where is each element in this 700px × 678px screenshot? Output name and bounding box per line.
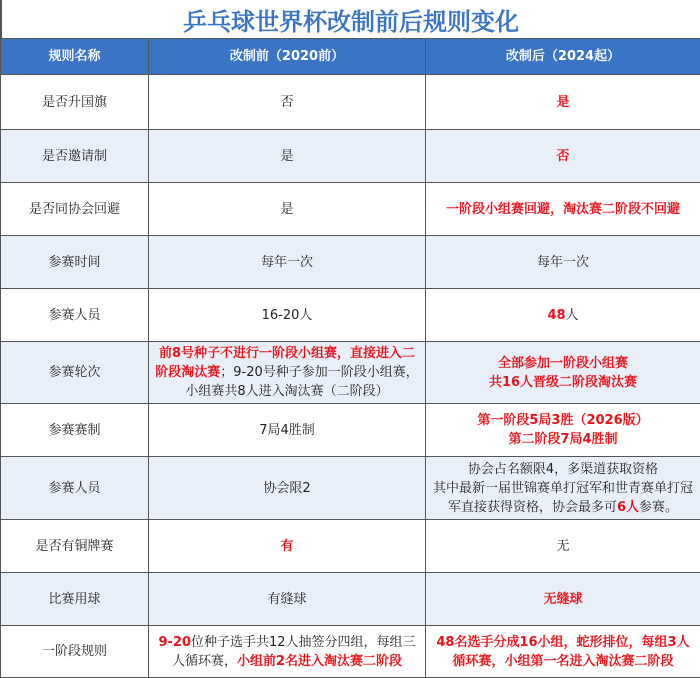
highlight-text: 小组前2名进入淘汰赛二阶段	[237, 654, 402, 669]
highlight-text: 一阶段小组赛回避，淘汰赛二阶段不回避	[446, 202, 680, 217]
rule-name-cell: 是否有铜牌赛	[1, 520, 149, 573]
cell-text: 有缝球	[267, 592, 306, 607]
after-cell	[426, 520, 700, 573]
rule-name-cell: 参赛赛制	[1, 404, 149, 457]
rules-table	[0, 38, 700, 678]
before-cell	[149, 130, 426, 183]
rule-name-cell: 参赛人员	[1, 289, 149, 342]
table-row	[1, 342, 700, 404]
highlight-text: 第二阶段7局4胜制	[508, 432, 617, 447]
cell-text: ；9-20号种子参加一阶段小组赛，小组赛共8人进入淘汰赛（二阶段）	[185, 365, 418, 399]
header-rule-name: 规则名称	[1, 39, 149, 75]
after-cell	[426, 626, 700, 678]
cell-text: 无	[556, 539, 569, 554]
highlight-text: 第一阶段5局3胜（2026版）	[477, 413, 648, 428]
page-title: 乒乓球世界杯改制前后规则变化	[0, 0, 700, 38]
before-cell	[149, 183, 426, 236]
table-row	[1, 404, 700, 457]
rule-name-cell: 是否升国旗	[1, 75, 149, 130]
cell-text: 位种子选手共12人抽签分四组，每组三人循环赛，	[172, 635, 416, 669]
before-cell	[149, 404, 426, 457]
rule-name-cell: 参赛人员	[1, 457, 149, 520]
cell-text: 人	[566, 308, 579, 323]
table-row	[1, 457, 700, 520]
highlight-text: 48名选手分成16小组，蛇形排位，每组3人循环赛，小组第一名进入淘汰赛二阶段	[436, 635, 689, 669]
after-cell	[426, 183, 700, 236]
table-row	[1, 183, 700, 236]
cell-text: 16-20人	[262, 308, 313, 323]
cell-text: 否	[280, 95, 293, 110]
before-cell	[149, 573, 426, 626]
before-cell	[149, 626, 426, 678]
highlight-text: 无缝球	[543, 592, 582, 607]
after-cell	[426, 236, 700, 289]
after-cell	[426, 342, 700, 404]
cell-text: 每年一次	[537, 255, 589, 270]
table-row	[1, 626, 700, 678]
before-cell	[149, 342, 426, 404]
highlight-text: 有	[280, 539, 293, 554]
table-row	[1, 75, 700, 130]
highlight-text: 48	[547, 308, 565, 323]
header-before: 改制前（2020前）	[149, 39, 426, 75]
table-row	[1, 289, 700, 342]
rule-name-cell: 是否邀请制	[1, 130, 149, 183]
cell-text: 每年一次	[261, 255, 313, 270]
cell-text: 参赛。	[639, 500, 678, 515]
header-after: 改制后（2024起）	[426, 39, 700, 75]
rule-name-cell: 比赛用球	[1, 573, 149, 626]
after-cell	[426, 75, 700, 130]
table-header-row	[1, 39, 700, 75]
highlight-text: 共16人晋级二阶段淘汰赛	[489, 375, 637, 390]
table-row	[1, 130, 700, 183]
before-cell	[149, 457, 426, 520]
cell-text: 是	[280, 149, 293, 164]
highlight-text: 前8号种子不进行一阶段小组赛，直接进入二阶段淘汰赛	[155, 346, 415, 380]
before-cell	[149, 289, 426, 342]
highlight-text: 否	[556, 149, 569, 164]
cell-text: 7局4胜制	[259, 423, 315, 438]
before-cell	[149, 520, 426, 573]
highlight-text: 9-20	[158, 635, 191, 650]
before-cell	[149, 236, 426, 289]
before-cell	[149, 75, 426, 130]
after-cell	[426, 404, 700, 457]
after-cell	[426, 573, 700, 626]
table-row	[1, 236, 700, 289]
rule-name-cell: 参赛时间	[1, 236, 149, 289]
rule-name-cell: 参赛轮次	[1, 342, 149, 404]
after-cell	[426, 289, 700, 342]
table-row	[1, 520, 700, 573]
cell-text: 是	[280, 202, 293, 217]
highlight-text: 6人	[617, 500, 639, 515]
cell-text: 其中最新一届世锦赛单打冠军和世青赛单打冠军直接获得资格，协会最多可	[433, 481, 693, 515]
highlight-text: 全部参加一阶段小组赛	[498, 356, 628, 371]
after-cell	[426, 130, 700, 183]
cell-text: 协会占名额限4，多渠道获取资格	[468, 462, 658, 477]
rule-name-cell: 一阶段规则	[1, 626, 149, 678]
cell-text: 协会限2	[263, 481, 310, 496]
rule-name-cell: 是否同协会回避	[1, 183, 149, 236]
table-row	[1, 573, 700, 626]
after-cell	[426, 457, 700, 520]
highlight-text: 是	[556, 95, 569, 110]
